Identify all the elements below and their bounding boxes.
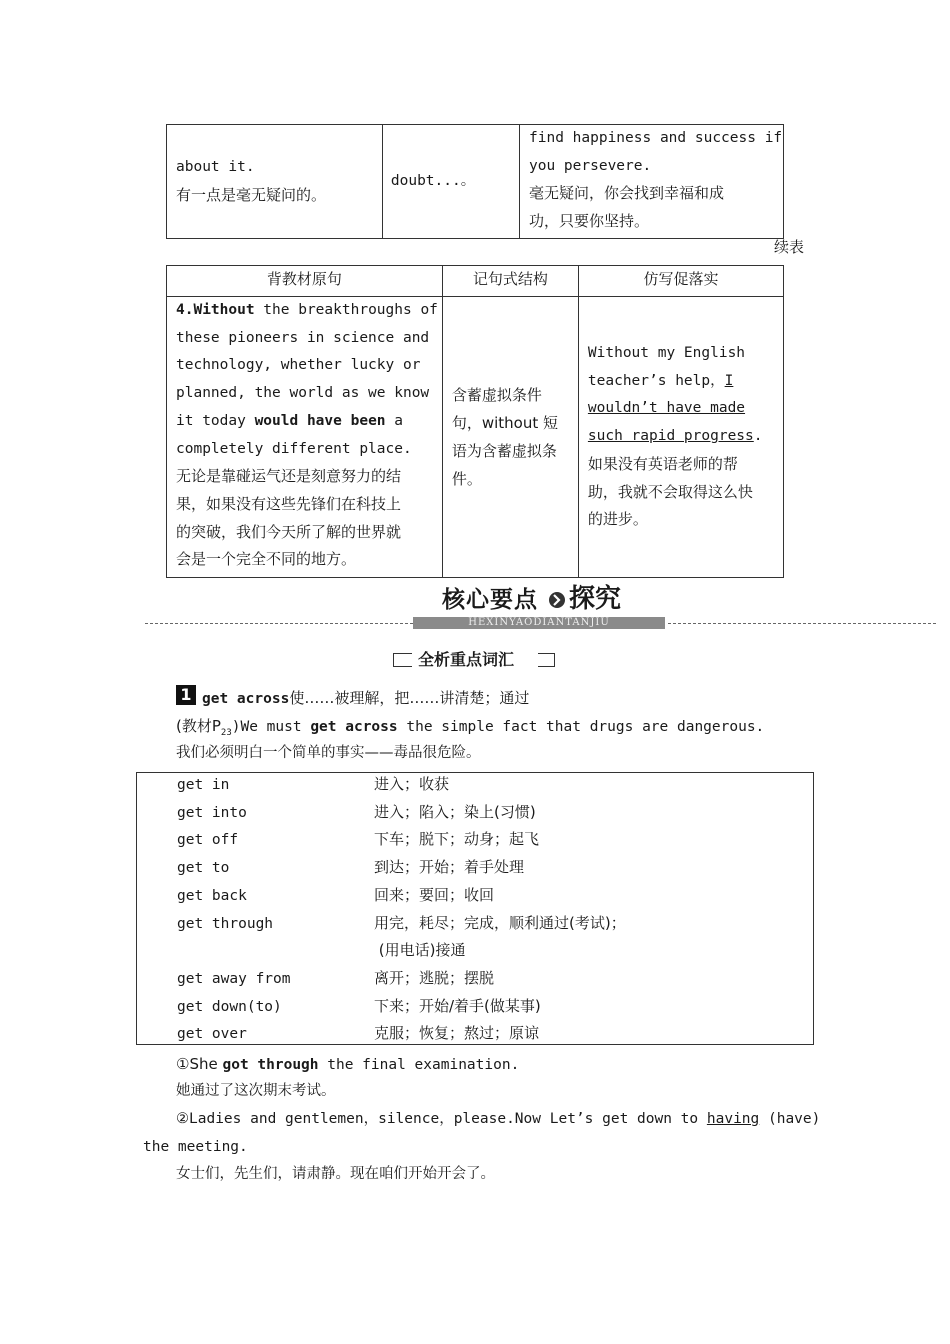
table1-cell-imitation — [520, 125, 784, 239]
divider-left — [145, 623, 413, 624]
table1-cell-original — [167, 125, 383, 239]
table2-original-cn3: 的突破，我们今天所了解的世界就 — [176, 522, 402, 541]
table2-original-line1: 4.Without the breakthroughs of — [176, 302, 438, 318]
table2-cell-structure — [442, 297, 578, 578]
phrase-row — [177, 774, 797, 795]
table2-cell-imitation — [578, 297, 783, 578]
phrase-meaning: (用电话)接通 — [374, 941, 466, 960]
phrase-row — [177, 968, 797, 989]
table2-original-line2: these pioneers in science and — [176, 329, 430, 346]
table1-col3-line3: 毫无疑问，你会找到幸福和成 — [529, 184, 725, 202]
keyword-without: Without — [193, 302, 255, 318]
table2-header-original: 背教材原句 — [167, 266, 443, 297]
example2-answer: having — [706, 1111, 760, 1127]
phrase-meaning: 进入；收获 — [374, 775, 450, 793]
table2-structure-line2: 句，without 短 — [451, 414, 558, 432]
subtitle-bracket — [393, 649, 556, 671]
section-title-right: 探究 — [569, 584, 622, 614]
section-title-banner — [413, 583, 668, 633]
table2-structure-line4: 件。 — [451, 470, 482, 488]
phrase-term: get back — [177, 887, 247, 904]
phrase-row — [177, 913, 797, 934]
example2: ②Ladies and gentlemen，silence，please.Now Let’s get down to having (have) — [176, 1111, 821, 1127]
entry1-meaning: 使……被理解，把……讲清楚；通过 — [289, 689, 530, 707]
table2-original-cn2: 果，如果没有这些先锋们在科技上 — [176, 494, 402, 513]
example1: ①She got through the final examination. — [176, 1055, 520, 1073]
phrase-meaning: 回来；要回；收回 — [374, 885, 495, 904]
section-title-left: 核心要点 — [442, 587, 538, 613]
example2-continuation: the meeting. — [143, 1139, 248, 1155]
keyword-would-have-been: would have been — [254, 412, 386, 429]
entry1-translation: 我们必须明白一个简单的事实——毒品很危险。 — [176, 745, 481, 761]
table2-imitation-line4: such rapid progress. — [587, 428, 763, 445]
table1-col1-line1: about it. — [176, 158, 255, 175]
table2-imitation-line2: teacher’s help，I — [587, 372, 734, 389]
table2-structure-line1: 含蓄虚拟条件 — [451, 386, 542, 404]
entry1-example-keyword: get across — [310, 719, 398, 735]
table1-col3-line4: 功，只要你坚持。 — [529, 211, 650, 230]
phrase-meaning: 离开；逃脱；摆脱 — [374, 968, 495, 987]
table2-imitation-line3: wouldn’t have made — [587, 400, 746, 417]
phrase-meaning: 用完，耗尽；完成，顺利通过(考试)； — [374, 913, 626, 932]
table2-original-line6: completely different place. — [176, 440, 412, 457]
table1-col2-text: doubt...。 — [390, 172, 476, 189]
phrase-meaning: 下车；脱下；动身；起飞 — [374, 830, 540, 849]
entry1-heading — [202, 688, 529, 709]
table2-header-imitation: 仿写促落实 — [578, 266, 783, 297]
table2-original-cn1: 无论是靠碰运气还是刻意努力的结 — [176, 467, 402, 486]
example2-translation: 女士们，先生们，请肃静。现在咱们开始开会了。 — [176, 1166, 495, 1182]
phrase-row — [177, 857, 797, 878]
example1-keyword: got through — [222, 1057, 319, 1073]
phrase-meaning: 克服；恢复；熬过；原谅 — [374, 1024, 540, 1043]
phrase-term: get off — [177, 832, 239, 849]
phrase-row — [177, 829, 797, 850]
continued-label: 续表 — [774, 238, 805, 256]
table-sentence-patterns — [166, 265, 784, 578]
divider-right — [668, 623, 936, 624]
entry1-phrase: get across — [202, 691, 290, 707]
phrase-row — [177, 802, 797, 823]
table1-col1-line2: 有一点是毫无疑问的。 — [176, 185, 327, 204]
phrase-row — [177, 1023, 797, 1044]
table2-imitation-cn2: 助，我就不会取得这么快 — [587, 482, 753, 501]
table-continuation — [166, 124, 784, 239]
table2-original-line3: technology, whether lucky or — [176, 357, 421, 374]
table2-structure-line3: 语为含蓄虚拟条 — [451, 442, 557, 460]
phrase-meaning: 进入；陷入；染上(习惯) — [374, 802, 536, 821]
phrase-term: get to — [177, 860, 230, 877]
bracket-right — [538, 653, 555, 667]
entry1-example: (教材$P_{23})We$ must get across the simple fact that drugs are dangerous. — [176, 717, 765, 738]
phrase-meaning: 下来；开始/着手(做某事) — [374, 996, 541, 1015]
table2-imitation-line1: Without my English — [587, 345, 746, 362]
table2-imitation-cn1: 如果没有英语老师的帮 — [587, 454, 738, 473]
phrase-term: get through — [177, 915, 274, 932]
table1-cell-structure — [382, 125, 519, 239]
section-pinyin-bar: HEXINYAODIANTANJIU — [413, 617, 665, 629]
table2-imitation-cn3: 的进步。 — [587, 510, 648, 529]
table2-original-line4: planned, the world as we know — [176, 385, 430, 402]
table1-col3-line2: you persevere. — [529, 157, 652, 174]
phrase-row — [177, 885, 797, 906]
chevron-right-icon — [548, 591, 566, 609]
answer-blank: I — [724, 372, 734, 389]
phrase-term: get away from — [177, 970, 291, 987]
table2-original-cn4: 会是一个完全不同的地方。 — [176, 550, 357, 569]
phrase-term: get down(to) — [177, 998, 282, 1015]
phrase-row — [177, 996, 797, 1017]
phrase-term: get over — [177, 1026, 247, 1043]
phrase-row — [177, 940, 797, 961]
table2-header-structure: 记句式结构 — [442, 266, 578, 297]
table2-original-line5: it today would have been a — [176, 412, 403, 429]
example1-translation: 她通过了这次期末考试。 — [176, 1083, 336, 1099]
phrase-meaning: 到达；开始；着手处理 — [374, 858, 525, 877]
bracket-left — [393, 653, 412, 667]
table2-cell-original — [167, 297, 443, 578]
phrase-term: get into — [177, 804, 247, 821]
phrase-term: get in — [177, 777, 230, 793]
entry-number-badge: 1 — [176, 685, 196, 705]
section-subtitle: 全析重点词汇 — [418, 650, 515, 669]
table1-col3-line1: find happiness and success if — [529, 130, 783, 146]
